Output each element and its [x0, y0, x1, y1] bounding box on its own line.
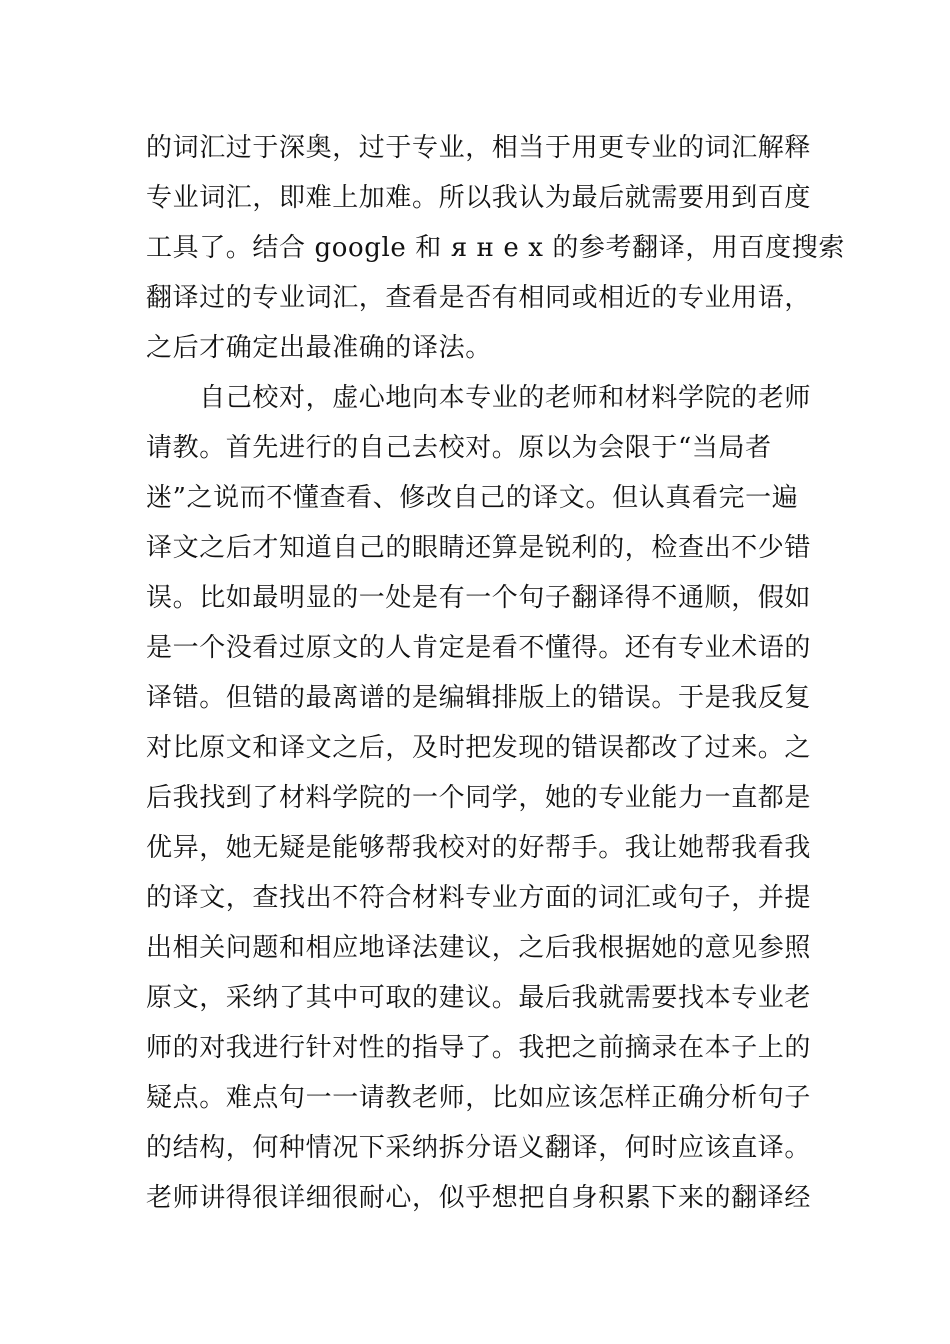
text-line: 译文之后才知道自己的眼睛还算是锐利的，检查出不少错: [146, 533, 812, 563]
text-line: 出相关问题和相应地译法建议，之后我根据她的意见参照: [146, 933, 812, 963]
text-line: 翻译过的专业词汇，查看是否有相同或相近的专业用语，: [146, 283, 812, 313]
text-line: 对比原文和译文之后，及时把发现的错误都改了过来。之: [146, 733, 812, 763]
text-line: 的结构，何种情况下采纳拆分语义翻译，何时应该直译。: [146, 1133, 812, 1163]
text-line: 之后才确定出最准确的译法。: [146, 333, 492, 363]
text-line: 误。比如最明显的一处是有一个句子翻译得不通顺，假如: [146, 583, 812, 613]
text-line: 迷”之说而不懂查看、修改自己的译文。但认真看完一遍: [146, 483, 799, 513]
text-line: 后我找到了材料学院的一个同学，她的专业能力一直都是: [146, 783, 812, 813]
text-line: 是一个没看过原文的人肯定是看不懂得。还有专业术语的: [146, 633, 812, 663]
text-line: 的译文，查找出不符合材料专业方面的词汇或句子，并提: [146, 883, 812, 913]
text-line: 请教。首先进行的自己去校对。原以为会限于“当局者: [146, 433, 772, 463]
text-line: 老师讲得很详细很耐心，似乎想把自身积累下来的翻译经: [146, 1183, 812, 1213]
text-line: 疑点。难点句一一请教老师，比如应该怎样正确分析句子: [146, 1083, 812, 1113]
text-line: 译错。但错的最离谱的是编辑排版上的错误。于是我反复: [146, 683, 812, 713]
text-line: 优异，她无疑是能够帮我校对的好帮手。我让她帮我看我: [146, 833, 812, 863]
text-line: 专业词汇，即难上加难。所以我认为最后就需要用到百度: [146, 183, 812, 213]
text-line: 原文，采纳了其中可取的建议。最后我就需要找本专业老: [146, 983, 812, 1013]
paragraph-first-line: 自己校对，虚心地向本专业的老师和材料学院的老师: [146, 383, 812, 413]
text-line: 工具了。结合 google 和 я н е х 的参考翻译，用百度搜索: [146, 233, 845, 263]
text-line: 的词汇过于深奥，过于专业，相当于用更专业的词汇解释: [146, 133, 812, 163]
text-line: 师的对我进行针对性的指导了。我把之前摘录在本子上的: [146, 1033, 812, 1063]
